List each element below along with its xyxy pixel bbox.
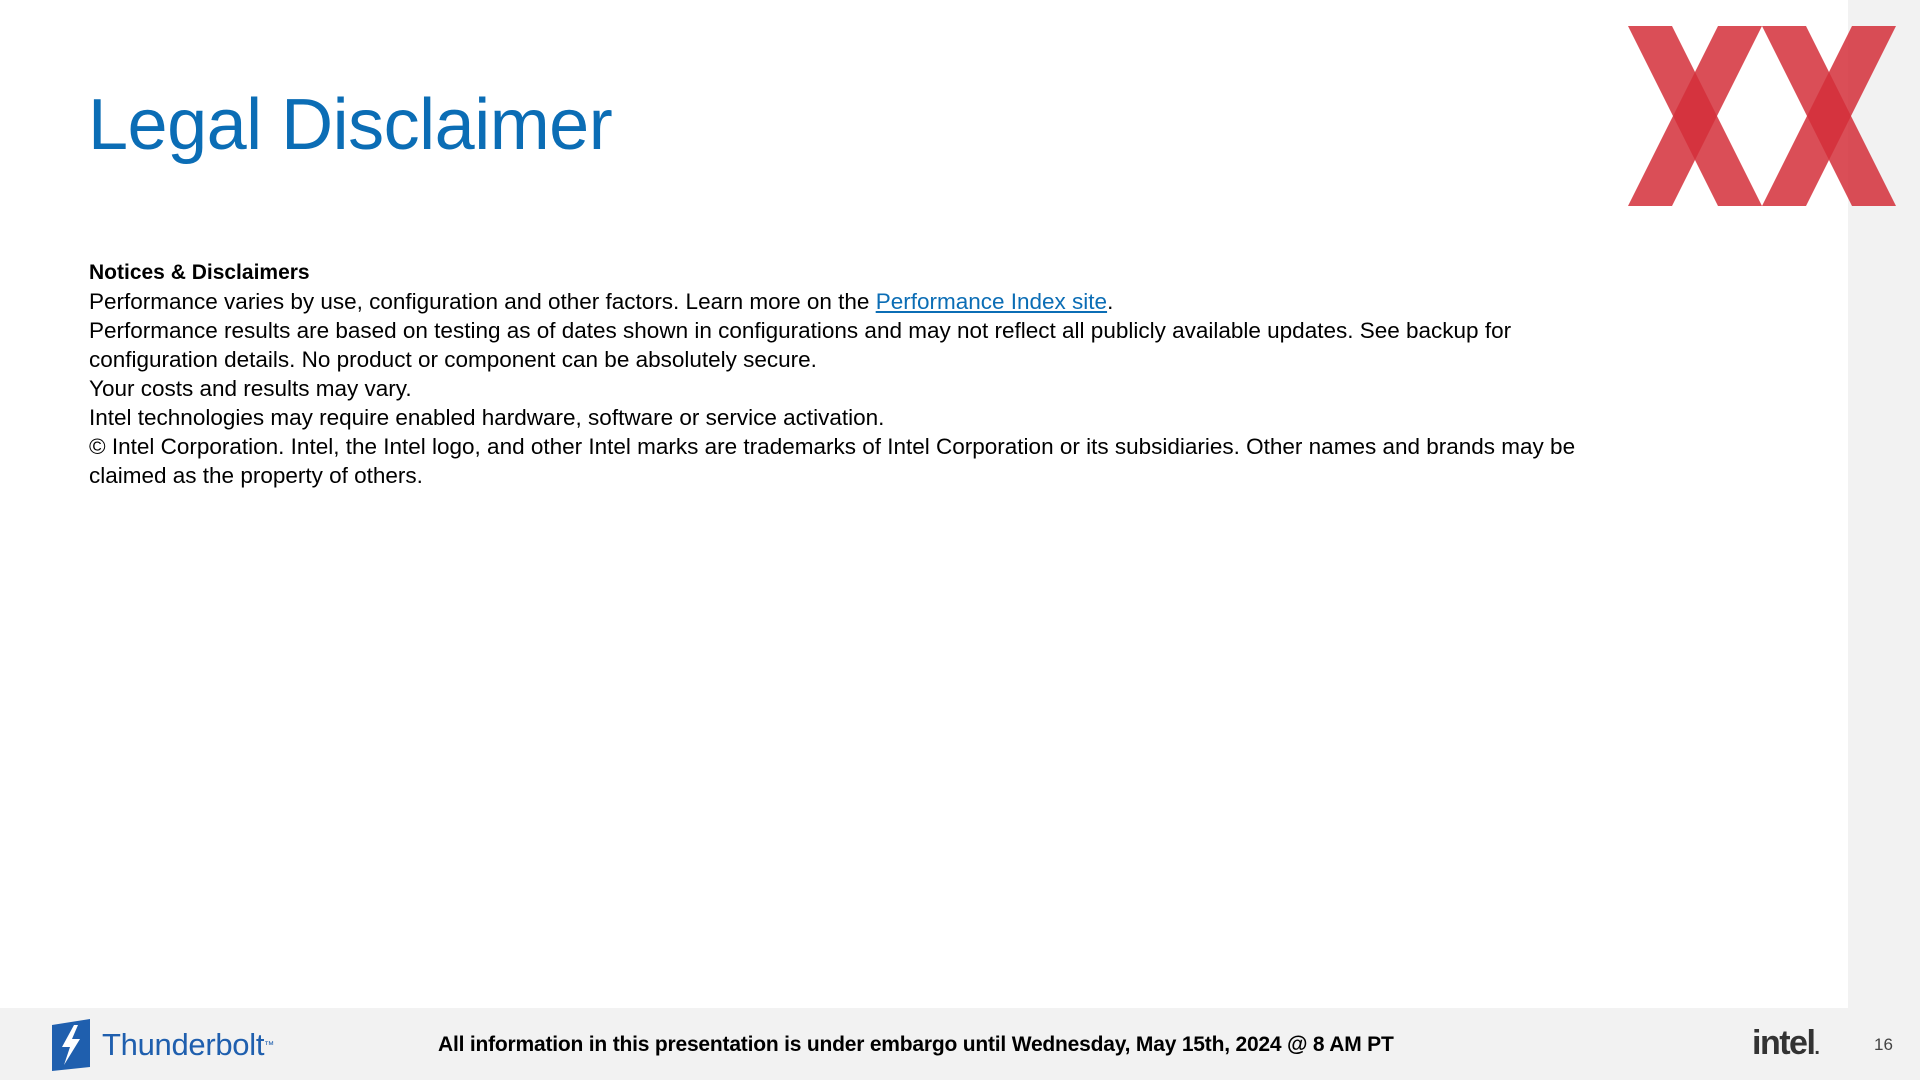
thunderbolt-icon xyxy=(48,1019,94,1071)
intel-logo xyxy=(1752,1024,1818,1063)
embargo-notice: All information in this presentation is under embargo until Wednesday, May 15th, 2024 @ 8 AM PT xyxy=(438,1033,1394,1056)
notice-results: Performance results are based on testing as of dates shown in configurations and may not reflect all publicly available updates. See backup for configuration details. No product or component can be absolutely secure. xyxy=(89,318,1512,372)
page-title: Legal Disclaimer xyxy=(88,85,613,165)
notices-block xyxy=(89,258,1589,490)
notice-performance xyxy=(89,287,1589,316)
thunderbolt-logo xyxy=(48,1019,274,1071)
notice-copyright: © Intel Corporation. Intel, the Intel logo, and other Intel marks are trademarks of Intel Corporation or its subsidiaries. Other names and brands may be claimed as the property of others. xyxy=(89,434,1576,488)
intel-wordmark: intel xyxy=(1752,1024,1815,1062)
xx-logo-icon xyxy=(1628,26,1896,206)
page-number: 16 xyxy=(1874,1035,1893,1054)
intel-dot: . xyxy=(1814,1037,1819,1059)
notice-performance-text: Performance varies by use, configuration and other factors. Learn more on the xyxy=(89,289,876,314)
thunderbolt-wordmark: Thunderbolt xyxy=(102,1027,265,1062)
thunderbolt-tm: ™ xyxy=(264,1039,275,1051)
notices-heading: Notices & Disclaimers xyxy=(89,261,310,284)
notice-performance-suffix: . xyxy=(1107,289,1114,314)
performance-index-link[interactable]: Performance Index site xyxy=(875,289,1108,314)
notice-technologies: Intel technologies may require enabled hardware, software or service activation. xyxy=(89,405,885,430)
notice-costs: Your costs and results may vary. xyxy=(89,376,412,401)
